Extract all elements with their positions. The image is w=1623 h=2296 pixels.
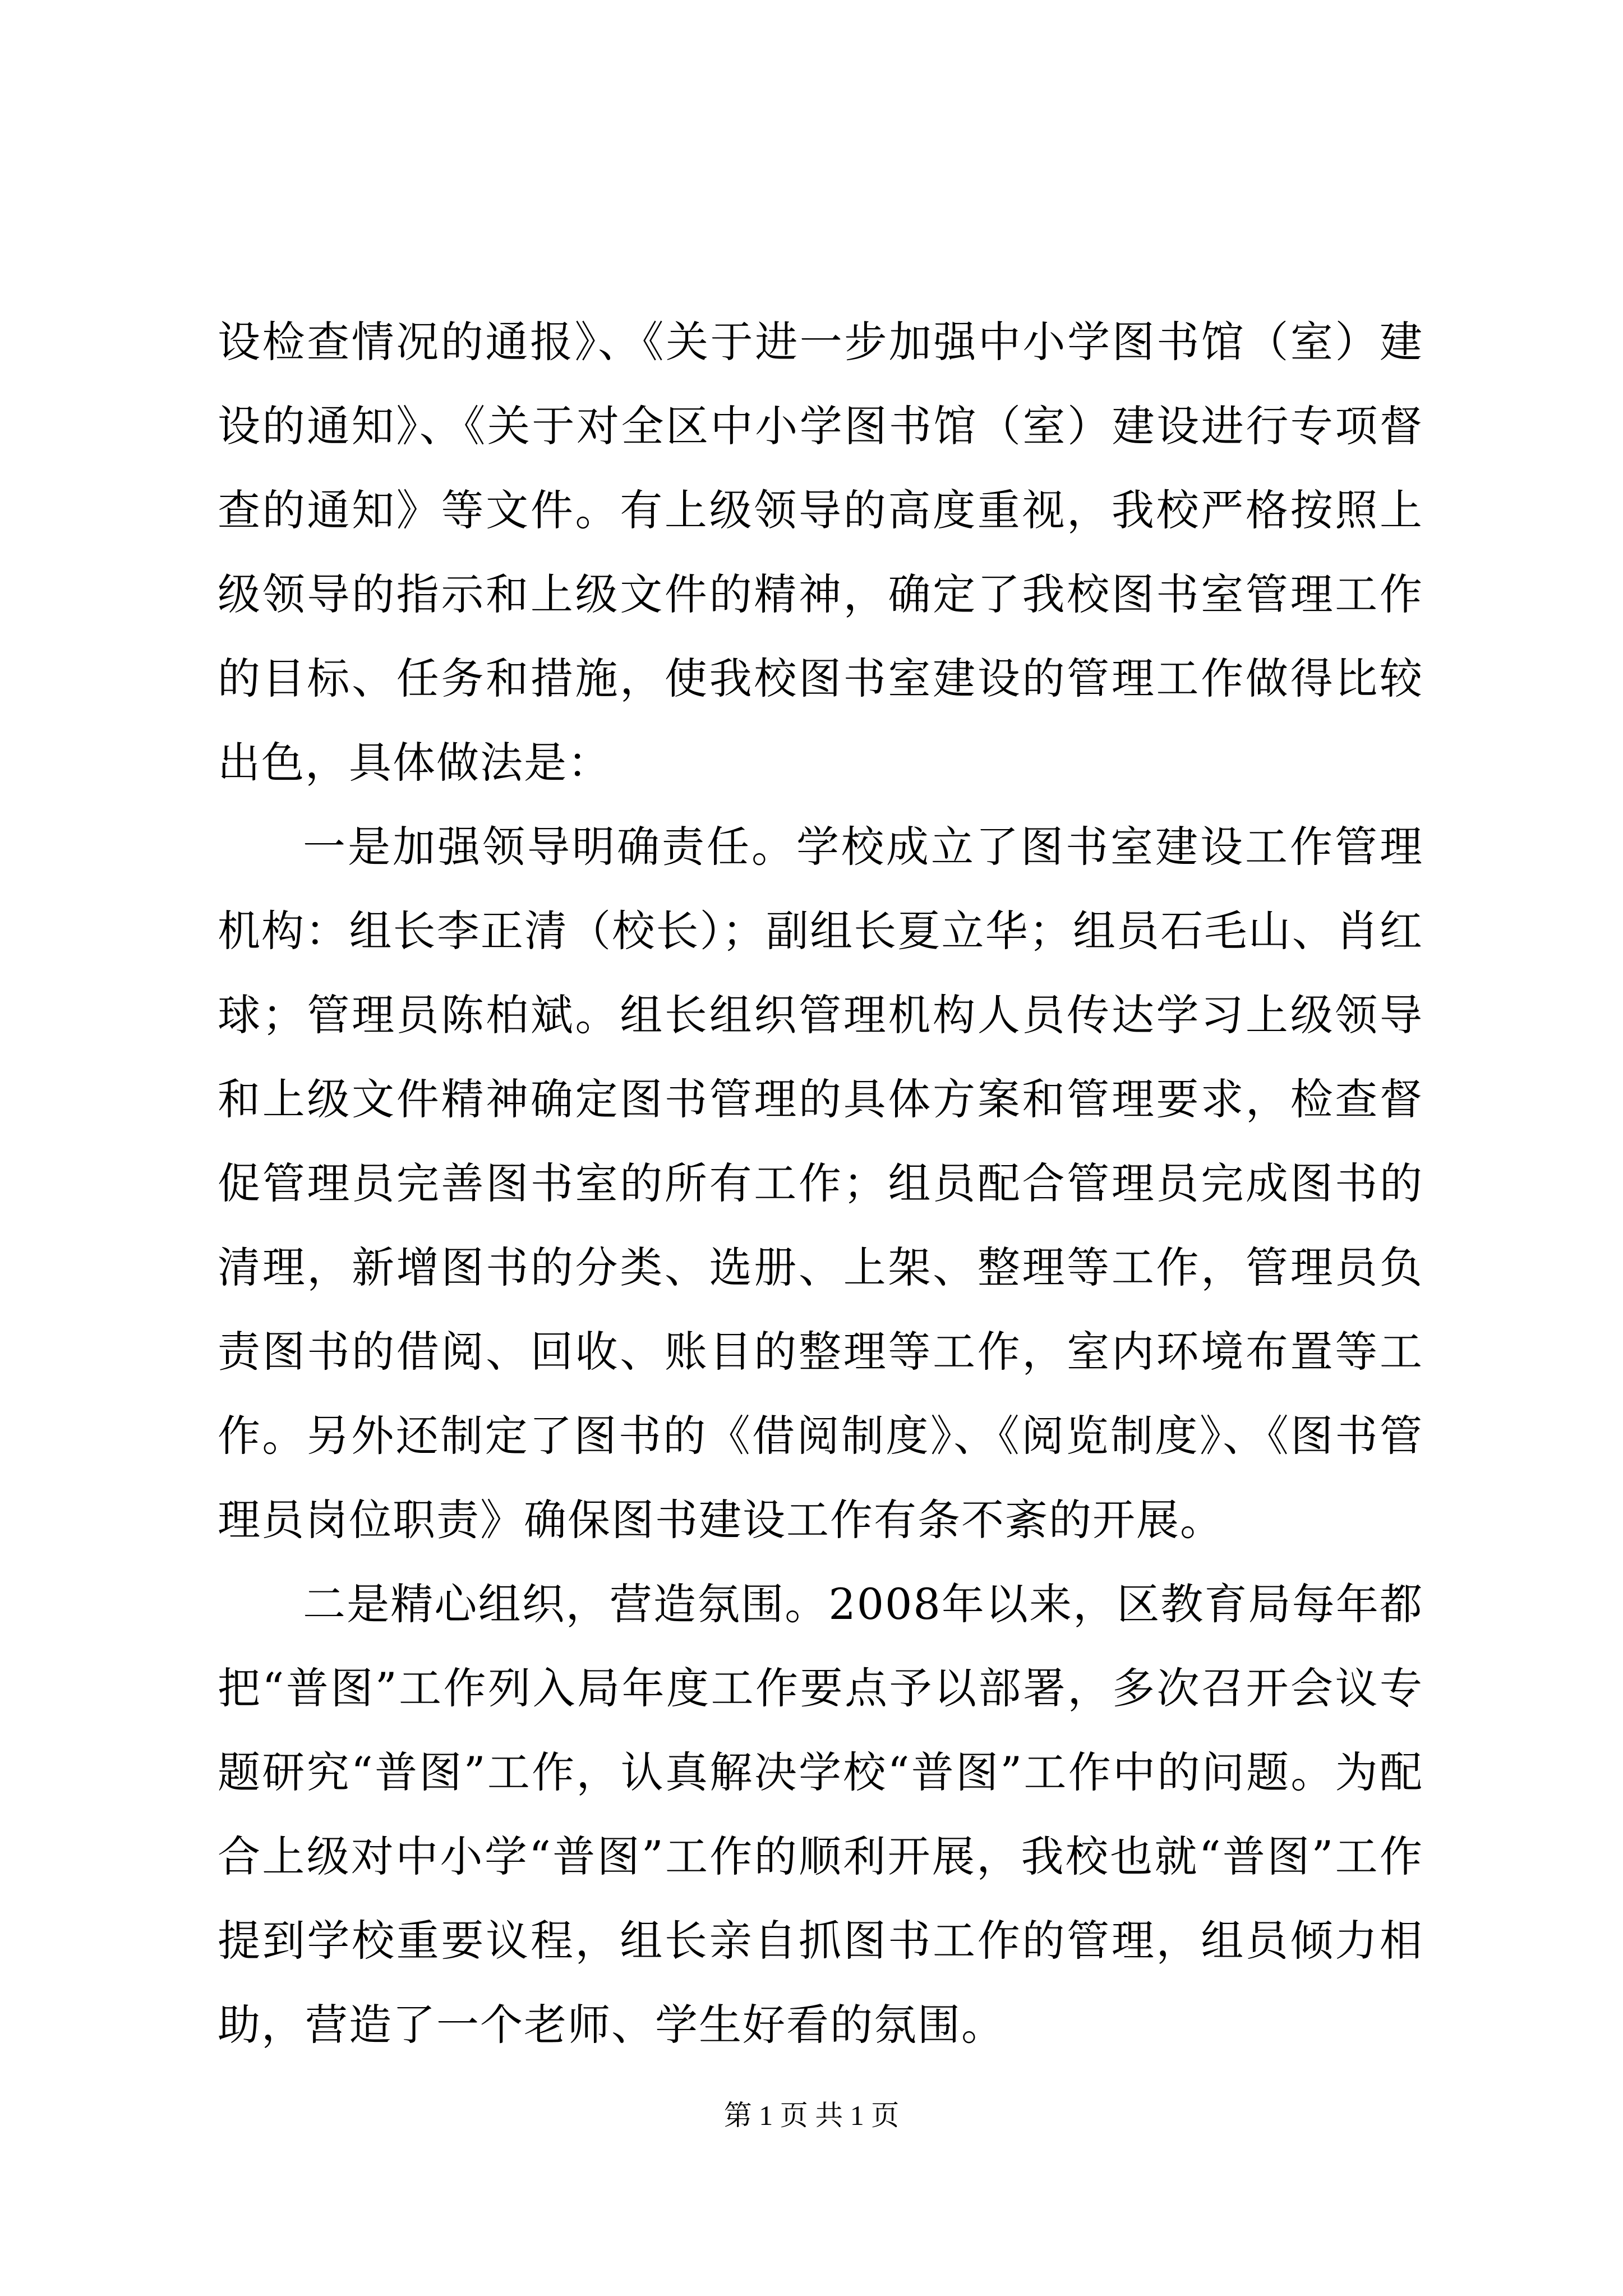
document-body — [218, 300, 1423, 2067]
paragraph-organization: 二是精心组织，营造氛围。2008年以来，区教育局每年都把“普图”工作列入局年度工作要点予以部署，多次召开会议专题研究“普图”工作，认真解决学校“普图”工作中的问题。为配合上级对中小学“普图”工作的顺利开展，我校也就“普图”工作提到学校重要议程，组长亲自抓图书工作的管理，组员倾力相助，营造了一个老师、学生好看的氛围。 — [218, 1579, 1423, 2050]
paragraph-continued: 设检查情况的通报》、《关于进一步加强中小学图书馆（室）建设的通知》、《关于对全区中小学图书馆（室）建设进行专项督查的通知》等文件。有上级领导的高度重视，我校严格按照上级领导的指示和上级文件的精神，确定了我校图书室管理工作的目标、任务和措施，使我校图书室建设的管理工作做得比较出色，具体做法是： — [218, 317, 1423, 788]
page-footer: 第 1 页 共 1 页 — [723, 2100, 900, 2131]
paragraph-leadership: 一是加强领导明确责任。学校成立了图书室建设工作管理机构：组长李正清（校长）；副组长夏立华；组员石毛山、肖红球；管理员陈柏斌。组长组织管理机构人员传达学习上级领导和上级文件精神确定图书管理的具体方案和管理要求，检查督促管理员完善图书室的所有工作；组员配合管理员完成图书的清理，新增图书的分类、选册、上架、整理等工作，管理员负责图书的借阅、回收、账目的整理等工作，室内环境布置等工作。另外还制定了图书的《借阅制度》、《阅览制度》、《图书管理员岗位职责》确保图书建设工作有条不紊的开展。 — [218, 822, 1423, 1545]
